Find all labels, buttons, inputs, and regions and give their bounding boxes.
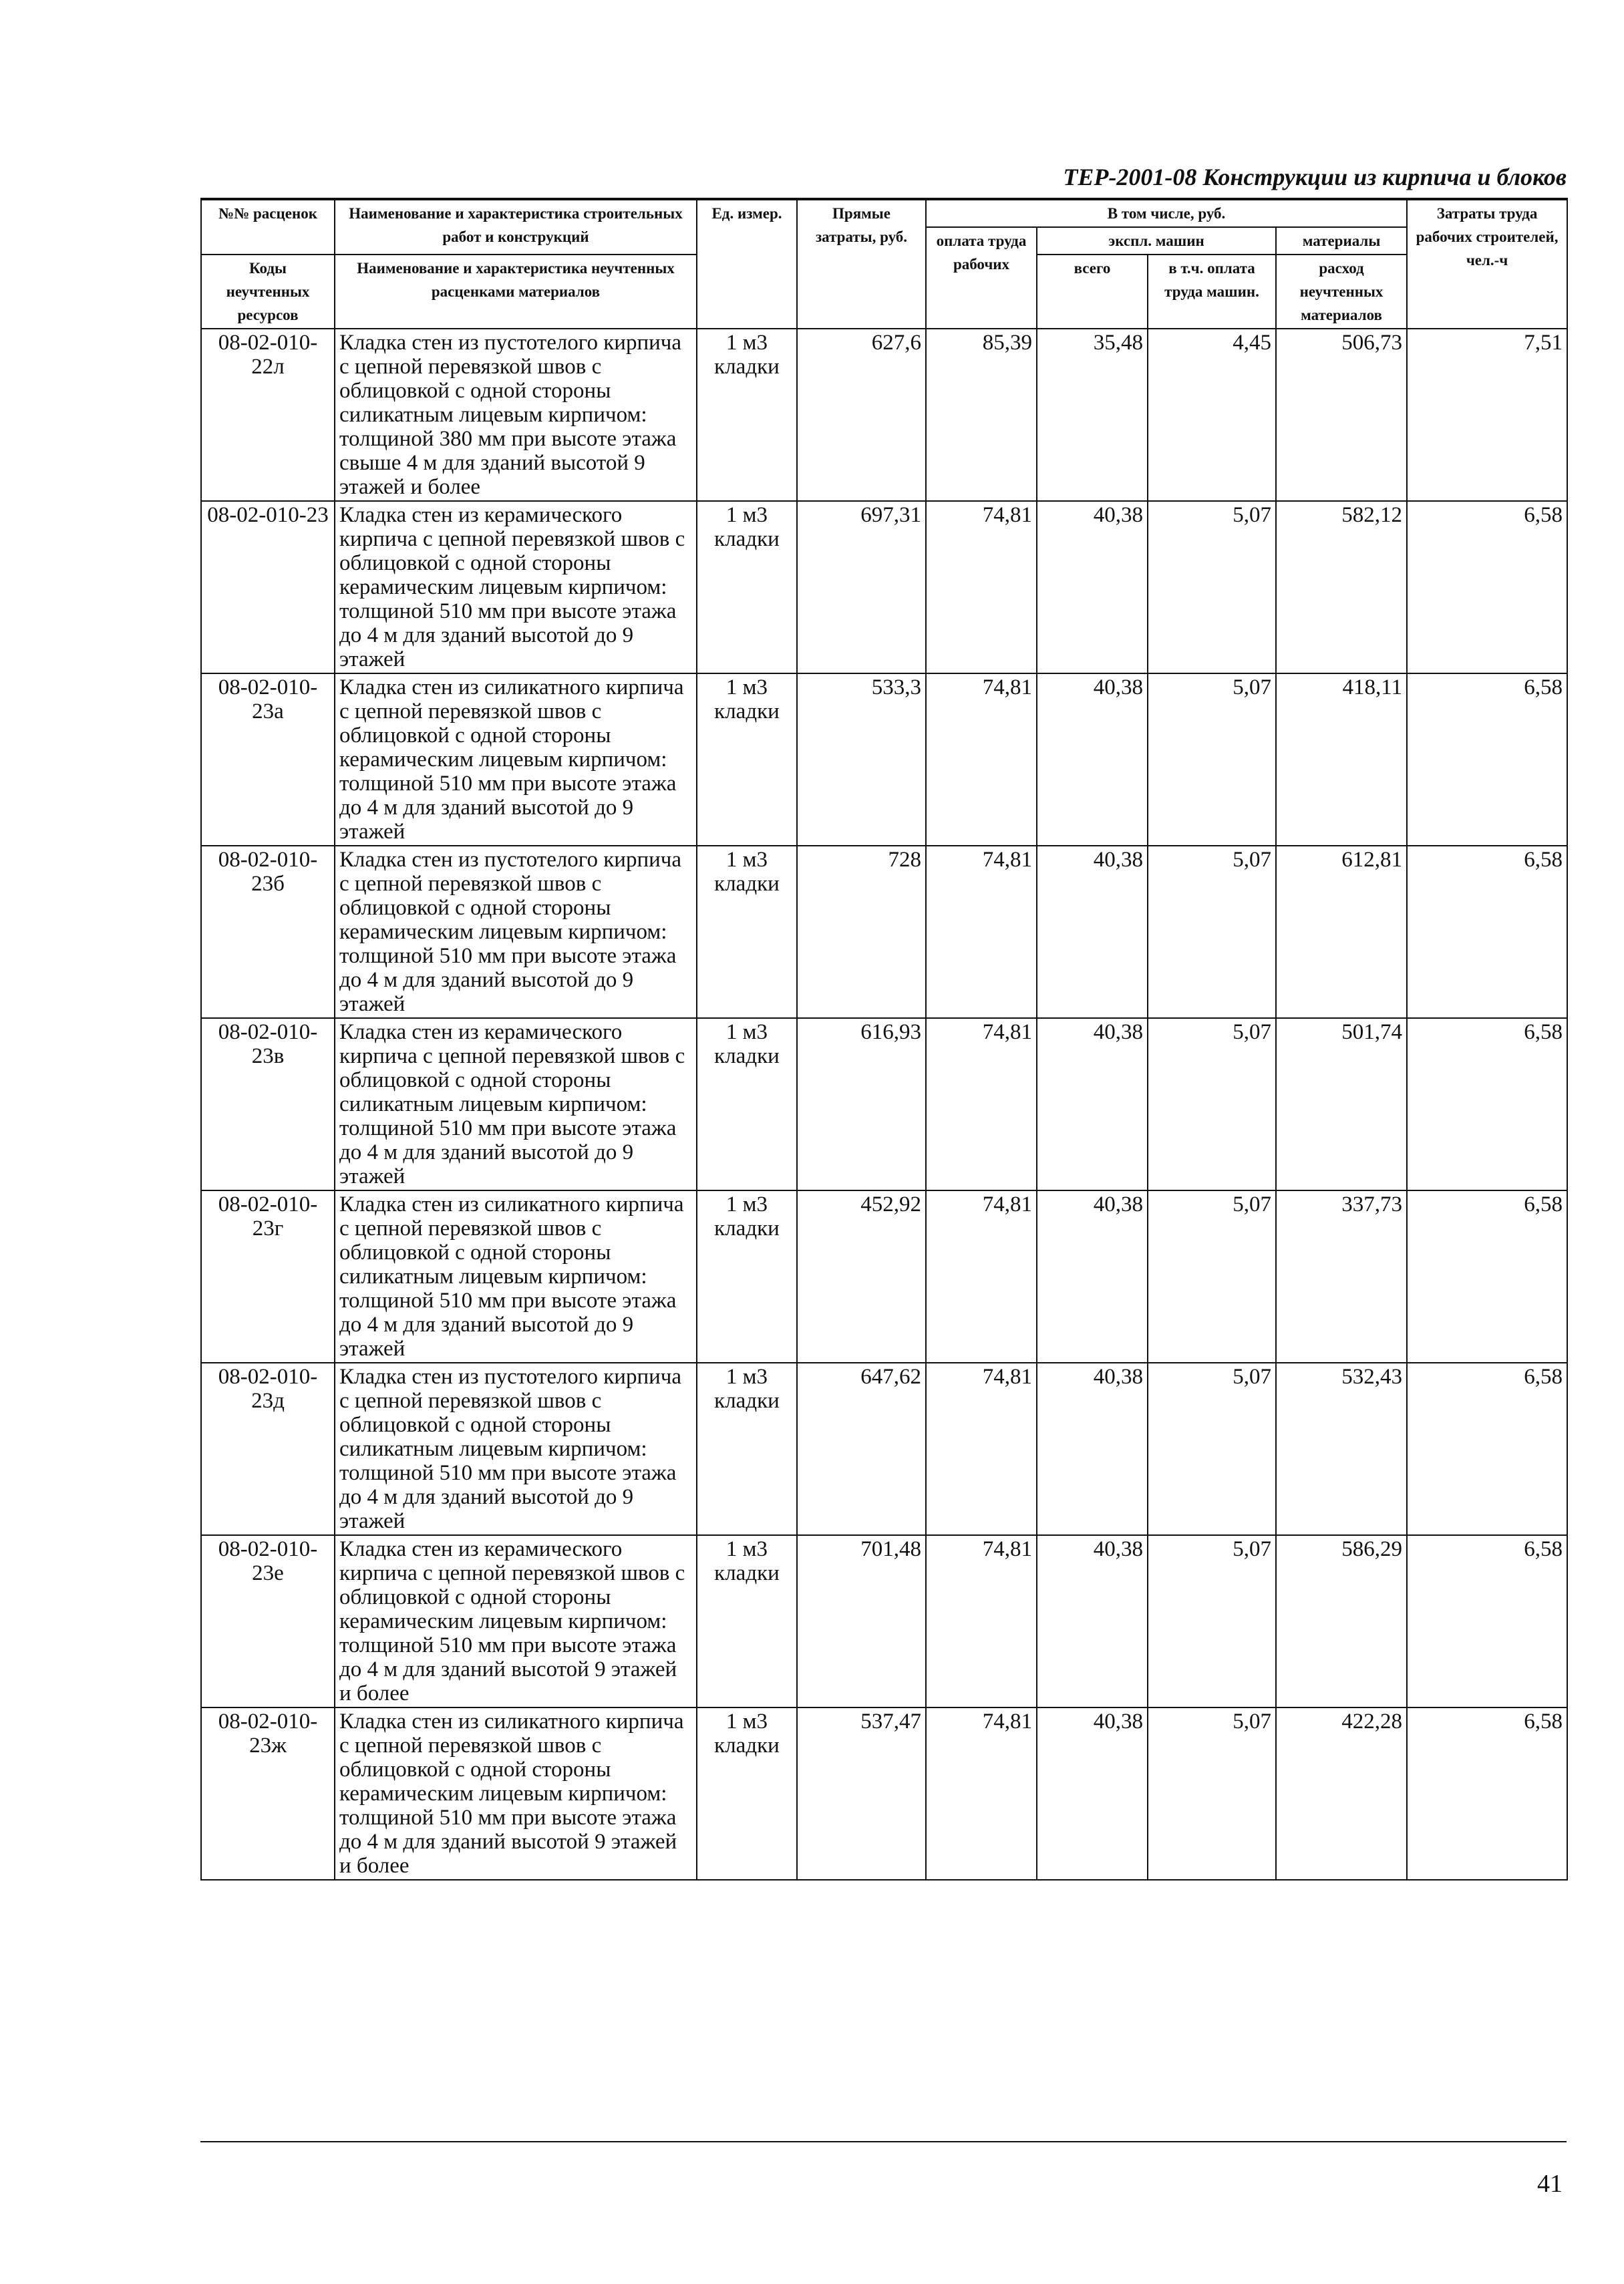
unit-of-measure: 1 м3 кладки — [697, 1707, 797, 1880]
unit-of-measure: 1 м3 кладки — [697, 1018, 797, 1190]
direct-cost: 616,93 — [797, 1018, 926, 1190]
machines-total: 40,38 — [1037, 1018, 1148, 1190]
rate-code: 08-02-010-23е — [201, 1535, 335, 1707]
col-materials-header: материалы — [1276, 227, 1407, 255]
materials-cost: 501,74 — [1276, 1018, 1407, 1190]
labor-pay: 74,81 — [926, 1707, 1037, 1880]
direct-cost: 647,62 — [797, 1363, 926, 1535]
labor-pay: 74,81 — [926, 1535, 1037, 1707]
machines-total: 40,38 — [1037, 673, 1148, 846]
rate-code: 08-02-010-23в — [201, 1018, 335, 1190]
unit-of-measure: 1 м3 кладки — [697, 1363, 797, 1535]
table-row — [201, 1190, 1567, 1363]
machines-labor-pay: 5,07 — [1148, 1190, 1276, 1363]
labor-hours: 6,58 — [1407, 501, 1567, 673]
labor-pay: 74,81 — [926, 673, 1037, 846]
table-row — [201, 1363, 1567, 1535]
table-row — [201, 846, 1567, 1018]
machines-labor-pay: 4,45 — [1148, 329, 1276, 501]
machines-total: 35,48 — [1037, 329, 1148, 501]
labor-hours: 7,51 — [1407, 329, 1567, 501]
work-description: Кладка стен из пустотелого кирпича с цепной перевязкой швов с облицовкой с одной стороны силикатным лицевым кирпичом: толщиной 510 мм при высоте этажа до 4 м для зданий высотой до 9 этажей — [335, 1363, 697, 1535]
machines-labor-pay: 5,07 — [1148, 1707, 1276, 1880]
materials-cost: 582,12 — [1276, 501, 1407, 673]
unit-of-measure: 1 м3 кладки — [697, 501, 797, 673]
work-description: Кладка стен из силикатного кирпича с цепной перевязкой швов с облицовкой с одной стороны силикатным лицевым кирпичом: толщиной 510 мм при высоте этажа до 4 м для зданий высотой до 9 этажей — [335, 1190, 697, 1363]
rate-code: 08-02-010-23 — [201, 501, 335, 673]
labor-hours: 6,58 — [1407, 1535, 1567, 1707]
labor-hours: 6,58 — [1407, 846, 1567, 1018]
rate-code: 08-02-010-22л — [201, 329, 335, 501]
col-materials-sub-header: расход неучтенных материалов — [1276, 255, 1407, 329]
work-description: Кладка стен из силикатного кирпича с цепной перевязкой швов с облицовкой с одной стороны керамическим лицевым кирпичом: толщиной 510 мм при высоте этажа до 4 м для зданий высотой 9 этажей и более — [335, 1707, 697, 1880]
machines-labor-pay: 5,07 — [1148, 673, 1276, 846]
unit-of-measure: 1 м3 кладки — [697, 329, 797, 501]
work-description: Кладка стен из керамического кирпича с цепной перевязкой швов с облицовкой с одной стороны керамическим лицевым кирпичом: толщиной 510 мм при высоте этажа до 4 м для зданий высотой 9 этажей и более — [335, 1535, 697, 1707]
work-description: Кладка стен из пустотелого кирпича с цепной перевязкой швов с облицовкой с одной стороны керамическим лицевым кирпичом: толщиной 510 мм при высоте этажа до 4 м для зданий высотой до 9 этажей — [335, 846, 697, 1018]
work-description: Кладка стен из керамического кирпича с цепной перевязкой швов с облицовкой с одной стороны силикатным лицевым кирпичом: толщиной 510 мм при высоте этажа до 4 м для зданий высотой до 9 этажей — [335, 1018, 697, 1190]
machines-labor-pay: 5,07 — [1148, 846, 1276, 1018]
col-name-header: Наименование и характеристика строительных работ и конструкций — [335, 199, 697, 255]
unit-of-measure: 1 м3 кладки — [697, 673, 797, 846]
table-row — [201, 1018, 1567, 1190]
materials-cost: 532,43 — [1276, 1363, 1407, 1535]
labor-hours: 6,58 — [1407, 673, 1567, 846]
machines-labor-pay: 5,07 — [1148, 1363, 1276, 1535]
labor-hours: 6,58 — [1407, 1190, 1567, 1363]
unit-of-measure: 1 м3 кладки — [697, 1535, 797, 1707]
col-direct-header: Прямые затраты, руб. — [797, 199, 926, 329]
col-unit-header: Ед. измер. — [697, 199, 797, 329]
labor-pay: 85,39 — [926, 329, 1037, 501]
labor-pay: 74,81 — [926, 1018, 1037, 1190]
machines-total: 40,38 — [1037, 1707, 1148, 1880]
labor-hours: 6,58 — [1407, 1018, 1567, 1190]
col-labor-cost-header: Затраты труда рабочих строителей, чел.-ч — [1407, 199, 1567, 329]
unit-of-measure: 1 м3 кладки — [697, 1190, 797, 1363]
col-name-sub-header: Наименование и характеристика неучтенных расценками материалов — [335, 255, 697, 329]
labor-pay: 74,81 — [926, 501, 1037, 673]
direct-cost: 452,92 — [797, 1190, 926, 1363]
machines-total: 40,38 — [1037, 846, 1148, 1018]
table-row — [201, 1707, 1567, 1880]
materials-cost: 612,81 — [1276, 846, 1407, 1018]
rates-table — [200, 198, 1568, 1881]
materials-cost: 418,11 — [1276, 673, 1407, 846]
rate-code: 08-02-010-23а — [201, 673, 335, 846]
col-code-sub-header: Коды неучтенных ресурсов — [201, 255, 335, 329]
labor-pay: 74,81 — [926, 1363, 1037, 1535]
direct-cost: 533,3 — [797, 673, 926, 846]
direct-cost: 627,6 — [797, 329, 926, 501]
machines-total: 40,38 — [1037, 1190, 1148, 1363]
machines-total: 40,38 — [1037, 1535, 1148, 1707]
rate-code: 08-02-010-23г — [201, 1190, 335, 1363]
labor-hours: 6,58 — [1407, 1363, 1567, 1535]
col-machines-header: экспл. машин — [1037, 227, 1276, 255]
page-header: ТЕР-2001-08 Конструкции из кирпича и блоков — [1063, 164, 1567, 190]
materials-cost: 422,28 — [1276, 1707, 1407, 1880]
col-code-header: №№ расценок — [201, 199, 335, 255]
materials-cost: 337,73 — [1276, 1190, 1407, 1363]
col-labor-pay-header: оплата труда рабочих — [926, 227, 1037, 329]
col-machines-total-header: всего — [1037, 255, 1148, 329]
col-including-header: В том числе, руб. — [926, 199, 1407, 227]
page-number: 41 — [1537, 2170, 1563, 2198]
table-row — [201, 673, 1567, 846]
labor-hours: 6,58 — [1407, 1707, 1567, 1880]
table-row — [201, 1535, 1567, 1707]
materials-cost: 506,73 — [1276, 329, 1407, 501]
direct-cost: 537,47 — [797, 1707, 926, 1880]
direct-cost: 728 — [797, 846, 926, 1018]
work-description: Кладка стен из пустотелого кирпича с цепной перевязкой швов с облицовкой с одной стороны силикатным лицевым кирпичом: толщиной 380 мм при высоте этажа свыше 4 м для зданий высотой 9 этажей и более — [335, 329, 697, 501]
direct-cost: 697,31 — [797, 501, 926, 673]
work-description: Кладка стен из керамического кирпича с цепной перевязкой швов с облицовкой с одной стороны керамическим лицевым кирпичом: толщиной 510 мм при высоте этажа до 4 м для зданий высотой до 9 этажей — [335, 501, 697, 673]
labor-pay: 74,81 — [926, 1190, 1037, 1363]
work-description: Кладка стен из силикатного кирпича с цепной перевязкой швов с облицовкой с одной стороны керамическим лицевым кирпичом: толщиной 510 мм при высоте этажа до 4 м для зданий высотой до 9 этажей — [335, 673, 697, 846]
rate-code: 08-02-010-23б — [201, 846, 335, 1018]
table-row — [201, 329, 1567, 501]
rate-code: 08-02-010-23д — [201, 1363, 335, 1535]
materials-cost: 586,29 — [1276, 1535, 1407, 1707]
footer-divider — [200, 2141, 1567, 2142]
machines-labor-pay: 5,07 — [1148, 1018, 1276, 1190]
direct-cost: 701,48 — [797, 1535, 926, 1707]
machines-labor-pay: 5,07 — [1148, 501, 1276, 673]
machines-total: 40,38 — [1037, 1363, 1148, 1535]
col-machines-labor-header: в т.ч. оплата труда машин. — [1148, 255, 1276, 329]
table-row — [201, 501, 1567, 673]
unit-of-measure: 1 м3 кладки — [697, 846, 797, 1018]
machines-total: 40,38 — [1037, 501, 1148, 673]
machines-labor-pay: 5,07 — [1148, 1535, 1276, 1707]
rate-code: 08-02-010-23ж — [201, 1707, 335, 1880]
labor-pay: 74,81 — [926, 846, 1037, 1018]
